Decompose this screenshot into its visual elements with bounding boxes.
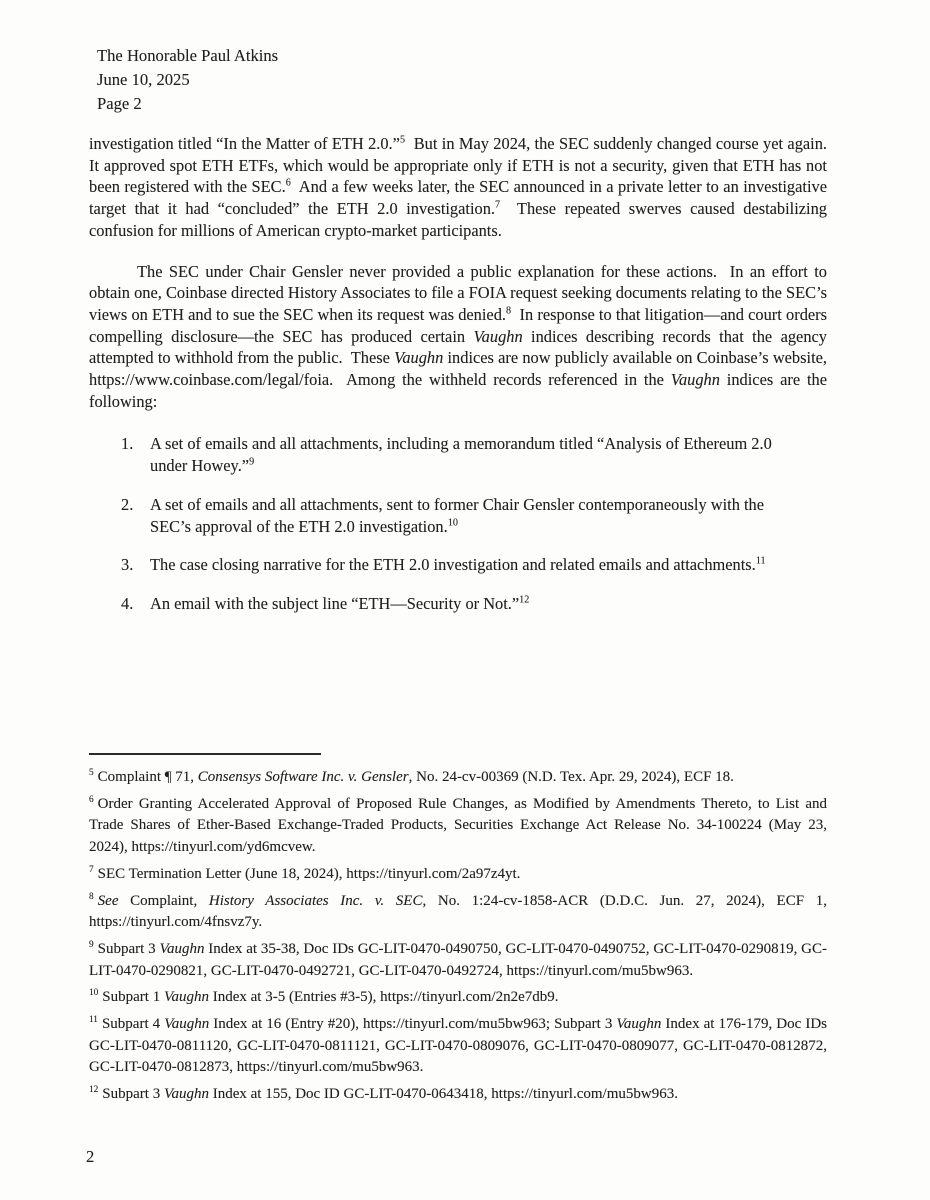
text-run: Order Granting Accelerated Approval of Proposed Rule Changes, as Modified by Amendments Thereto, to List and Trade Shares of Ether-Based Exchange-Traded Products, Securities Exchange Act Release No. 34-100224 (May 23, 2024), https://tinyurl.com/yd6mcvew. [89,795,831,856]
italic-text: History Associates Inc. v. SEC [208,892,423,909]
italic-text: See [97,892,119,909]
footnote-ref: 9 [249,456,255,468]
text-run: Index at 176-179, Doc IDs GC-LIT-0470-0811120, GC-LIT-0470-0811121, GC-LIT-0470-0809076, GC-LIT-0470-0809077, GC-LIT-0470-0812872, GC-LIT-0470-0812873, https://tinyurl.com/mu5bw963. [89,1016,831,1076]
recipient-name: The Honorable Paul Atkins [97,46,279,65]
footnote-text [89,941,827,979]
list-item-text [150,494,800,537]
italic-text: Vaughn [394,348,444,368]
text-run: And a few weeks later, the SEC announced in a private letter to an investigative target that it had “concluded” the ETH 2.0 investigation. [89,177,832,219]
text-run: In response to that litigation—and court orders compelling disclosure—the SEC has produced certain [89,304,832,346]
text-run: investigation titled “In the Matter of ETH 2.0.” [89,134,400,153]
text-run: Index at 3-5 (Entries #3-5), https://tinyurl.com/2n2e7db9. [208,989,559,1006]
footnote-text [98,769,734,785]
text-run: , No. 1:24-cv-1858-ACR (D.D.C. Jun. 27, 2024), ECF 1, https://tinyurl.com/4fnsvz7y. [89,892,831,931]
text-run: indices describing records that the agency attempted to withhold from the public. These [89,326,832,368]
italic-text: Vaughn [159,940,205,957]
text-run: SEC Termination Letter (June 18, 2024), https://tinyurl.com/2a97z4yt. [97,865,521,882]
footnote-marker: 11 [89,1015,98,1026]
paragraph-2 [89,261,832,413]
footnote [89,1084,827,1106]
text-run: A set of emails and all attachments, including a memorandum titled “Analysis of Ethereum 2.0 under Howey.” [150,434,776,476]
footnote-marker: 7 [89,864,94,875]
text-run: Subpart 3 [97,940,160,957]
text-run: Subpart 1 [102,989,164,1006]
footnote-ref: 8 [506,305,512,317]
text-run: Complaint, [118,892,209,909]
list-item-text [150,433,800,476]
list-item-number: 2. [121,494,134,514]
text-run: Index at 155, Doc ID GC-LIT-0470-0643418, https://tinyurl.com/mu5bw963. [208,1086,678,1103]
list-item [89,433,827,476]
text-run: Index at 16 (Entry #20), https://tinyurl.com/mu5bw963; Subpart 3 [209,1016,617,1033]
footnote-separator [89,753,321,755]
footnote [89,794,831,859]
footnote-text [102,1086,678,1102]
page-number: 2 [86,1147,95,1166]
footnote [89,939,827,982]
list-item-text [150,554,800,576]
footnote-marker: 9 [89,939,94,950]
letter-body [89,133,836,632]
footnote-marker: 12 [89,1085,99,1096]
text-run: indices are the following: [89,370,832,411]
text-run: , No. 24-cv-00369 (N.D. Tex. Apr. 29, 2024), ECF 18. [408,769,734,785]
footnote-ref: 7 [495,199,501,211]
text-run: But in May 2024, the SEC suddenly changed course yet again. It approved spot ETH ETFs, which would be appropriate only if ETH is not a security, given that ETH has not been registered with the SEC. [89,134,836,197]
footnote-text [89,893,831,931]
paragraph-1 [89,133,836,242]
list-item-number: 1. [121,434,134,454]
list-item-number: 4. [121,593,134,613]
italic-text: Vaughn [670,370,720,390]
italic-text: Vaughn [163,1086,209,1103]
list-item-text [150,593,800,615]
italic-text: Consensys Software Inc. v. Gensler [197,769,409,785]
text-run: indices are now publicly available on Coinbase’s website, https://www.coinbase.com/legal/foia. Among the withheld records referenced in the [89,348,832,390]
text-run: Index at 35-38, Doc IDs GC-LIT-0470-0490750, GC-LIT-0470-0490752, GC-LIT-0470-0290819, GC-LIT-0470-0290821, GC-LIT-0470-0492721, GC-LIT-0470-0492724, https://tinyurl.com/mu5bw963. [89,940,827,979]
footnote-ref: 10 [447,517,458,529]
text-run: An email with the subject line “ETH—Security or Not.” [150,593,520,613]
footnote-marker: 6 [89,794,94,805]
footnotes-section [89,753,831,1111]
list-item [89,494,827,537]
footnote-marker: 8 [89,891,94,902]
letter-date: June 10, 2025 [97,70,190,89]
footnote [89,1014,831,1079]
list-item [89,593,827,615]
text-run: Subpart 3 [102,1086,164,1103]
footnote-ref: 5 [399,134,406,146]
footnote-text [98,866,521,882]
italic-text: Vaughn [473,326,523,346]
footnote [89,864,827,886]
italic-text: Vaughn [616,1016,662,1033]
text-run: Complaint ¶ 71, [97,769,198,785]
footnote-text [102,989,558,1005]
footnote-text [89,796,831,855]
footnote-text [89,1016,831,1075]
italic-text: Vaughn [163,989,209,1006]
list-item [89,554,827,576]
footnote-marker: 5 [89,768,94,778]
text-run: The SEC under Chair Gensler never provided a public explanation for these actions. In an effort to obtain one, Coinbase directed History Associates to file a FOIA request seeking documents relating to the SEC’s views on ETH and to sue the SEC when its request was denied. [89,261,832,324]
text-run: A set of emails and all attachments, sent to former Chair Gensler contemporaneously with the SEC’s approval of the ETH 2.0 investigation. [150,494,769,536]
footnote [89,891,831,934]
footnote-ref: 12 [519,594,530,606]
text-run: These repeated swerves caused destabilizing confusion for millions of American crypto-market participants. [89,199,832,240]
text-run: Subpart 4 [101,1016,165,1033]
page-label: Page 2 [97,94,142,113]
text-run: The case closing narrative for the ETH 2.0 investigation and related emails and attachments. [150,555,756,575]
footnote-ref: 11 [755,555,766,567]
footnote-marker: 10 [89,988,99,999]
footnote-ref: 6 [285,177,291,189]
list-item-number: 3. [121,555,134,575]
numbered-list [89,433,827,614]
footnote [89,987,827,1009]
italic-text: Vaughn [164,1016,210,1033]
footnote [89,767,827,789]
letter-header [97,44,278,116]
